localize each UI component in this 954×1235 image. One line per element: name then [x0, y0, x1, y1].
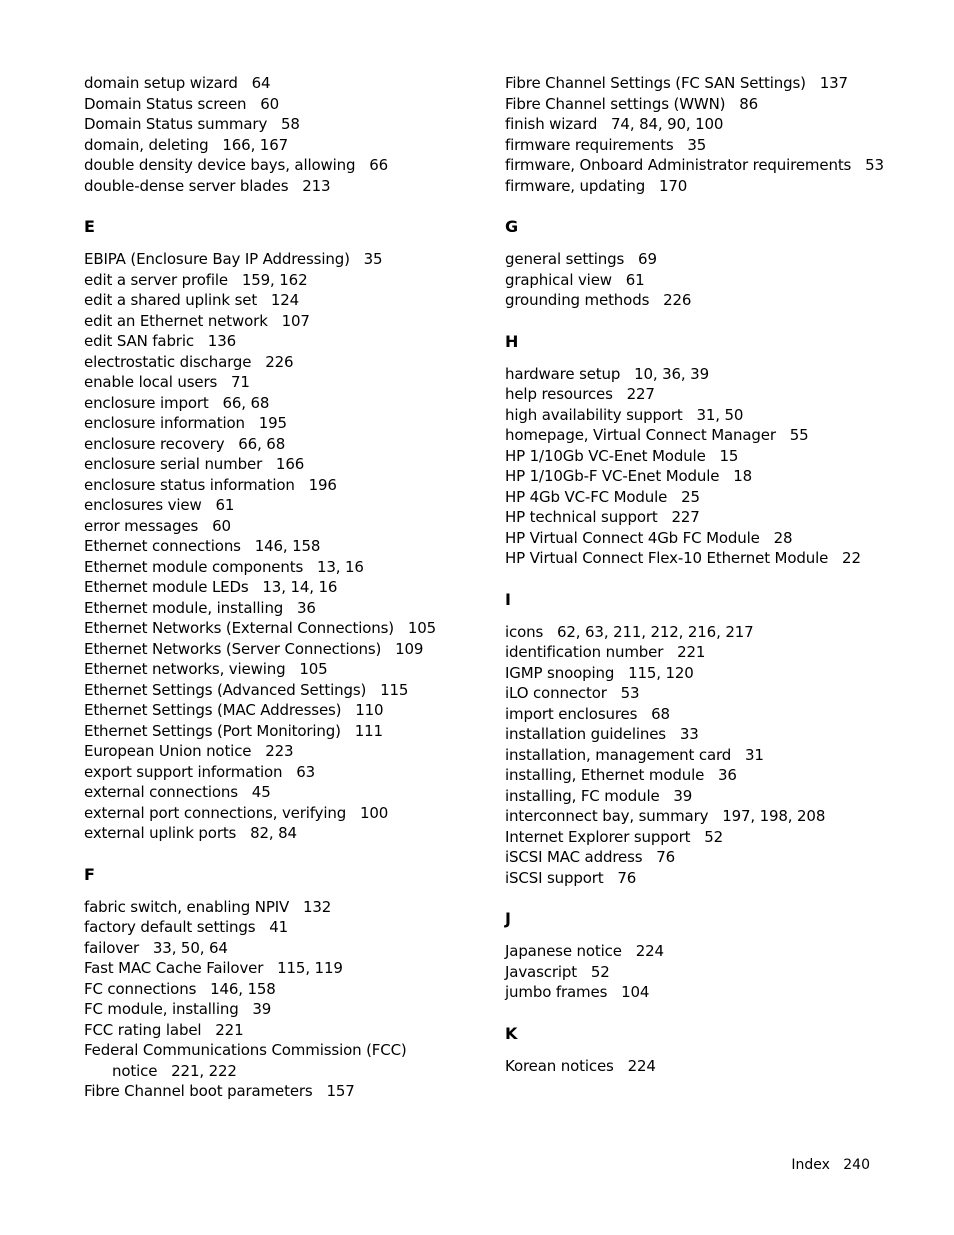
index-entry: Korean notices 224: [505, 1056, 656, 1075]
index-entry: Domain Status summary 58: [84, 115, 300, 133]
index-entry: grounding methods 226: [505, 291, 692, 309]
index-letter-heading: K: [505, 1023, 518, 1043]
index-entry: electrostatic discharge 226: [84, 352, 294, 371]
index-entry: HP Virtual Connect Flex-10 Ethernet Module 22: [505, 549, 861, 567]
index-entry: Ethernet Settings (MAC Addresses) 110: [84, 701, 384, 719]
index-letter-heading: F: [84, 864, 95, 884]
page-number: 240: [843, 1157, 870, 1173]
index-entry: edit a server profile 159, 162: [84, 270, 308, 289]
index-entry: import enclosures 68: [505, 704, 670, 723]
index-entry: iSCSI MAC address 76: [505, 848, 676, 866]
index-entry: enable local users 71: [84, 373, 250, 391]
index-entry: hardware setup 10, 36, 39: [505, 364, 709, 383]
index-entry: Ethernet networks, viewing 105: [84, 660, 328, 678]
index-entry: domain, deleting 166, 167: [84, 135, 288, 154]
index-entry: external connections 45: [84, 783, 271, 801]
index-entry: European Union notice 223: [84, 742, 294, 760]
index-letter-heading: J: [505, 909, 511, 928]
index-entry: Fibre Channel Settings (FC SAN Settings) 137: [505, 74, 848, 92]
index-entry: factory default settings 41: [84, 918, 288, 936]
index-entry: iSCSI support 76: [505, 868, 637, 887]
index-entry: domain setup wizard 64: [84, 74, 271, 92]
index-entry: iLO connector 53: [505, 684, 640, 702]
index-column-left: [84, 73, 484, 1102]
index-entry: Ethernet module LEDs 13, 14, 16: [84, 578, 338, 596]
index-entry: external port connections, verifying 100: [84, 803, 389, 822]
index-letter-heading: E: [84, 217, 95, 236]
index-group: [505, 590, 885, 889]
index-group: [505, 217, 885, 311]
index-letter-heading: H: [505, 331, 519, 351]
index-entry: graphical view 61: [505, 270, 645, 289]
index-entry: enclosures view 61: [84, 496, 235, 514]
index-entry: edit an Ethernet network 107: [84, 311, 310, 330]
index-entry: enclosure information 195: [84, 414, 287, 432]
index-entry: edit a shared uplink set 124: [84, 291, 300, 309]
index-entry: external uplink ports 82, 84: [84, 824, 297, 842]
index-entry: FCC rating label 221: [84, 1020, 244, 1039]
index-entry: enclosure import 66, 68: [84, 393, 270, 412]
index-entry: enclosure recovery 66, 68: [84, 434, 286, 453]
index-column-right: [505, 73, 885, 1076]
index-group: [84, 73, 484, 196]
index-entry: Ethernet connections 146, 158: [84, 537, 321, 555]
index-entry: Ethernet Settings (Advanced Settings) 115: [84, 680, 409, 699]
index-entry: HP 1/10Gb VC-Enet Module 15: [505, 446, 739, 465]
index-entry: help resources 227: [505, 385, 655, 403]
index-entry: error messages 60: [84, 516, 231, 535]
index-entry: enclosure serial number 166: [84, 455, 305, 473]
index-entry: double density device bays, allowing 66: [84, 156, 389, 174]
index-entry: installing, Ethernet module 36: [505, 766, 737, 784]
index-entry: double-dense server blades 213: [84, 176, 331, 195]
index-entry: Federal Communications Commission (FCC): [84, 1041, 407, 1059]
index-entry: interconnect bay, summary 197, 198, 208: [505, 807, 826, 825]
index-entry: general settings 69: [505, 250, 657, 268]
index-letter-heading: I: [505, 589, 511, 609]
index-letter-heading: G: [505, 217, 519, 236]
index-entry: IGMP snooping 115, 120: [505, 663, 694, 682]
index-entry: edit SAN fabric 136: [84, 332, 236, 350]
index-entry: Fast MAC Cache Failover 115, 119: [84, 959, 343, 977]
index-group: [505, 909, 885, 1003]
index-entry-continuation: [84, 1061, 484, 1082]
index-entry: FC connections 146, 158: [84, 979, 276, 998]
index-entry: identification number 221: [505, 643, 706, 661]
index-entry: Ethernet Networks (External Connections) 105: [84, 619, 437, 637]
index-entry: homepage, Virtual Connect Manager 55: [505, 426, 809, 444]
index-group: [84, 217, 484, 844]
index-entry: high availability support 31, 50: [505, 405, 744, 424]
index-group: [84, 865, 484, 1102]
index-entry: Japanese notice 224: [505, 942, 664, 960]
index-group: [505, 332, 885, 569]
index-group: [505, 1024, 885, 1077]
index-entry: Javascript 52: [505, 962, 610, 981]
index-entry: Ethernet module, installing 36: [84, 598, 316, 617]
index-entry: Ethernet module components 13, 16: [84, 557, 364, 576]
index-entry: installing, FC module 39: [505, 786, 693, 805]
index-entry: HP Virtual Connect 4Gb FC Module 28: [505, 528, 793, 547]
index-entry: Ethernet Settings (Port Monitoring) 111: [84, 721, 383, 740]
index-entry: export support information 63: [84, 762, 316, 781]
index-entry: Domain Status screen 60: [84, 94, 280, 113]
index-entry: firmware requirements 35: [505, 135, 707, 154]
index-entry: installation, management card 31: [505, 745, 764, 764]
index-entry: finish wizard 74, 84, 90, 100: [505, 115, 724, 133]
index-entry: icons 62, 63, 211, 212, 216, 217: [505, 622, 754, 641]
index-entry: jumbo frames 104: [505, 983, 650, 1001]
footer-label: Index: [791, 1157, 830, 1173]
index-entry: Fibre Channel boot parameters 157: [84, 1082, 355, 1100]
index-group: [505, 73, 885, 196]
index-entry: HP 1/10Gb-F VC-Enet Module 18: [505, 467, 753, 485]
index-entry: failover 33, 50, 64: [84, 938, 228, 957]
index-entry: HP technical support 227: [505, 508, 700, 526]
index-entry: FC module, installing 39: [84, 1000, 272, 1018]
index-entry: installation guidelines 33: [505, 725, 699, 743]
index-entry: enclosure status information 196: [84, 475, 337, 494]
index-entry: EBIPA (Enclosure Bay IP Addressing) 35: [84, 250, 383, 268]
page-footer: [791, 1157, 870, 1173]
index-entry: firmware, Onboard Administrator requirements 53: [505, 156, 884, 174]
index-entry: HP 4Gb VC-FC Module 25: [505, 487, 700, 506]
index-entry: Ethernet Networks (Server Connections) 109: [84, 639, 424, 658]
index-entry: Internet Explorer support 52: [505, 827, 724, 846]
index-entry: firmware, updating 170: [505, 176, 688, 195]
index-entry: fabric switch, enabling NPIV 132: [84, 897, 332, 916]
index-entry: Fibre Channel settings (WWN) 86: [505, 94, 759, 113]
index-entry-continuation-text: notice 221, 222: [112, 1061, 237, 1080]
